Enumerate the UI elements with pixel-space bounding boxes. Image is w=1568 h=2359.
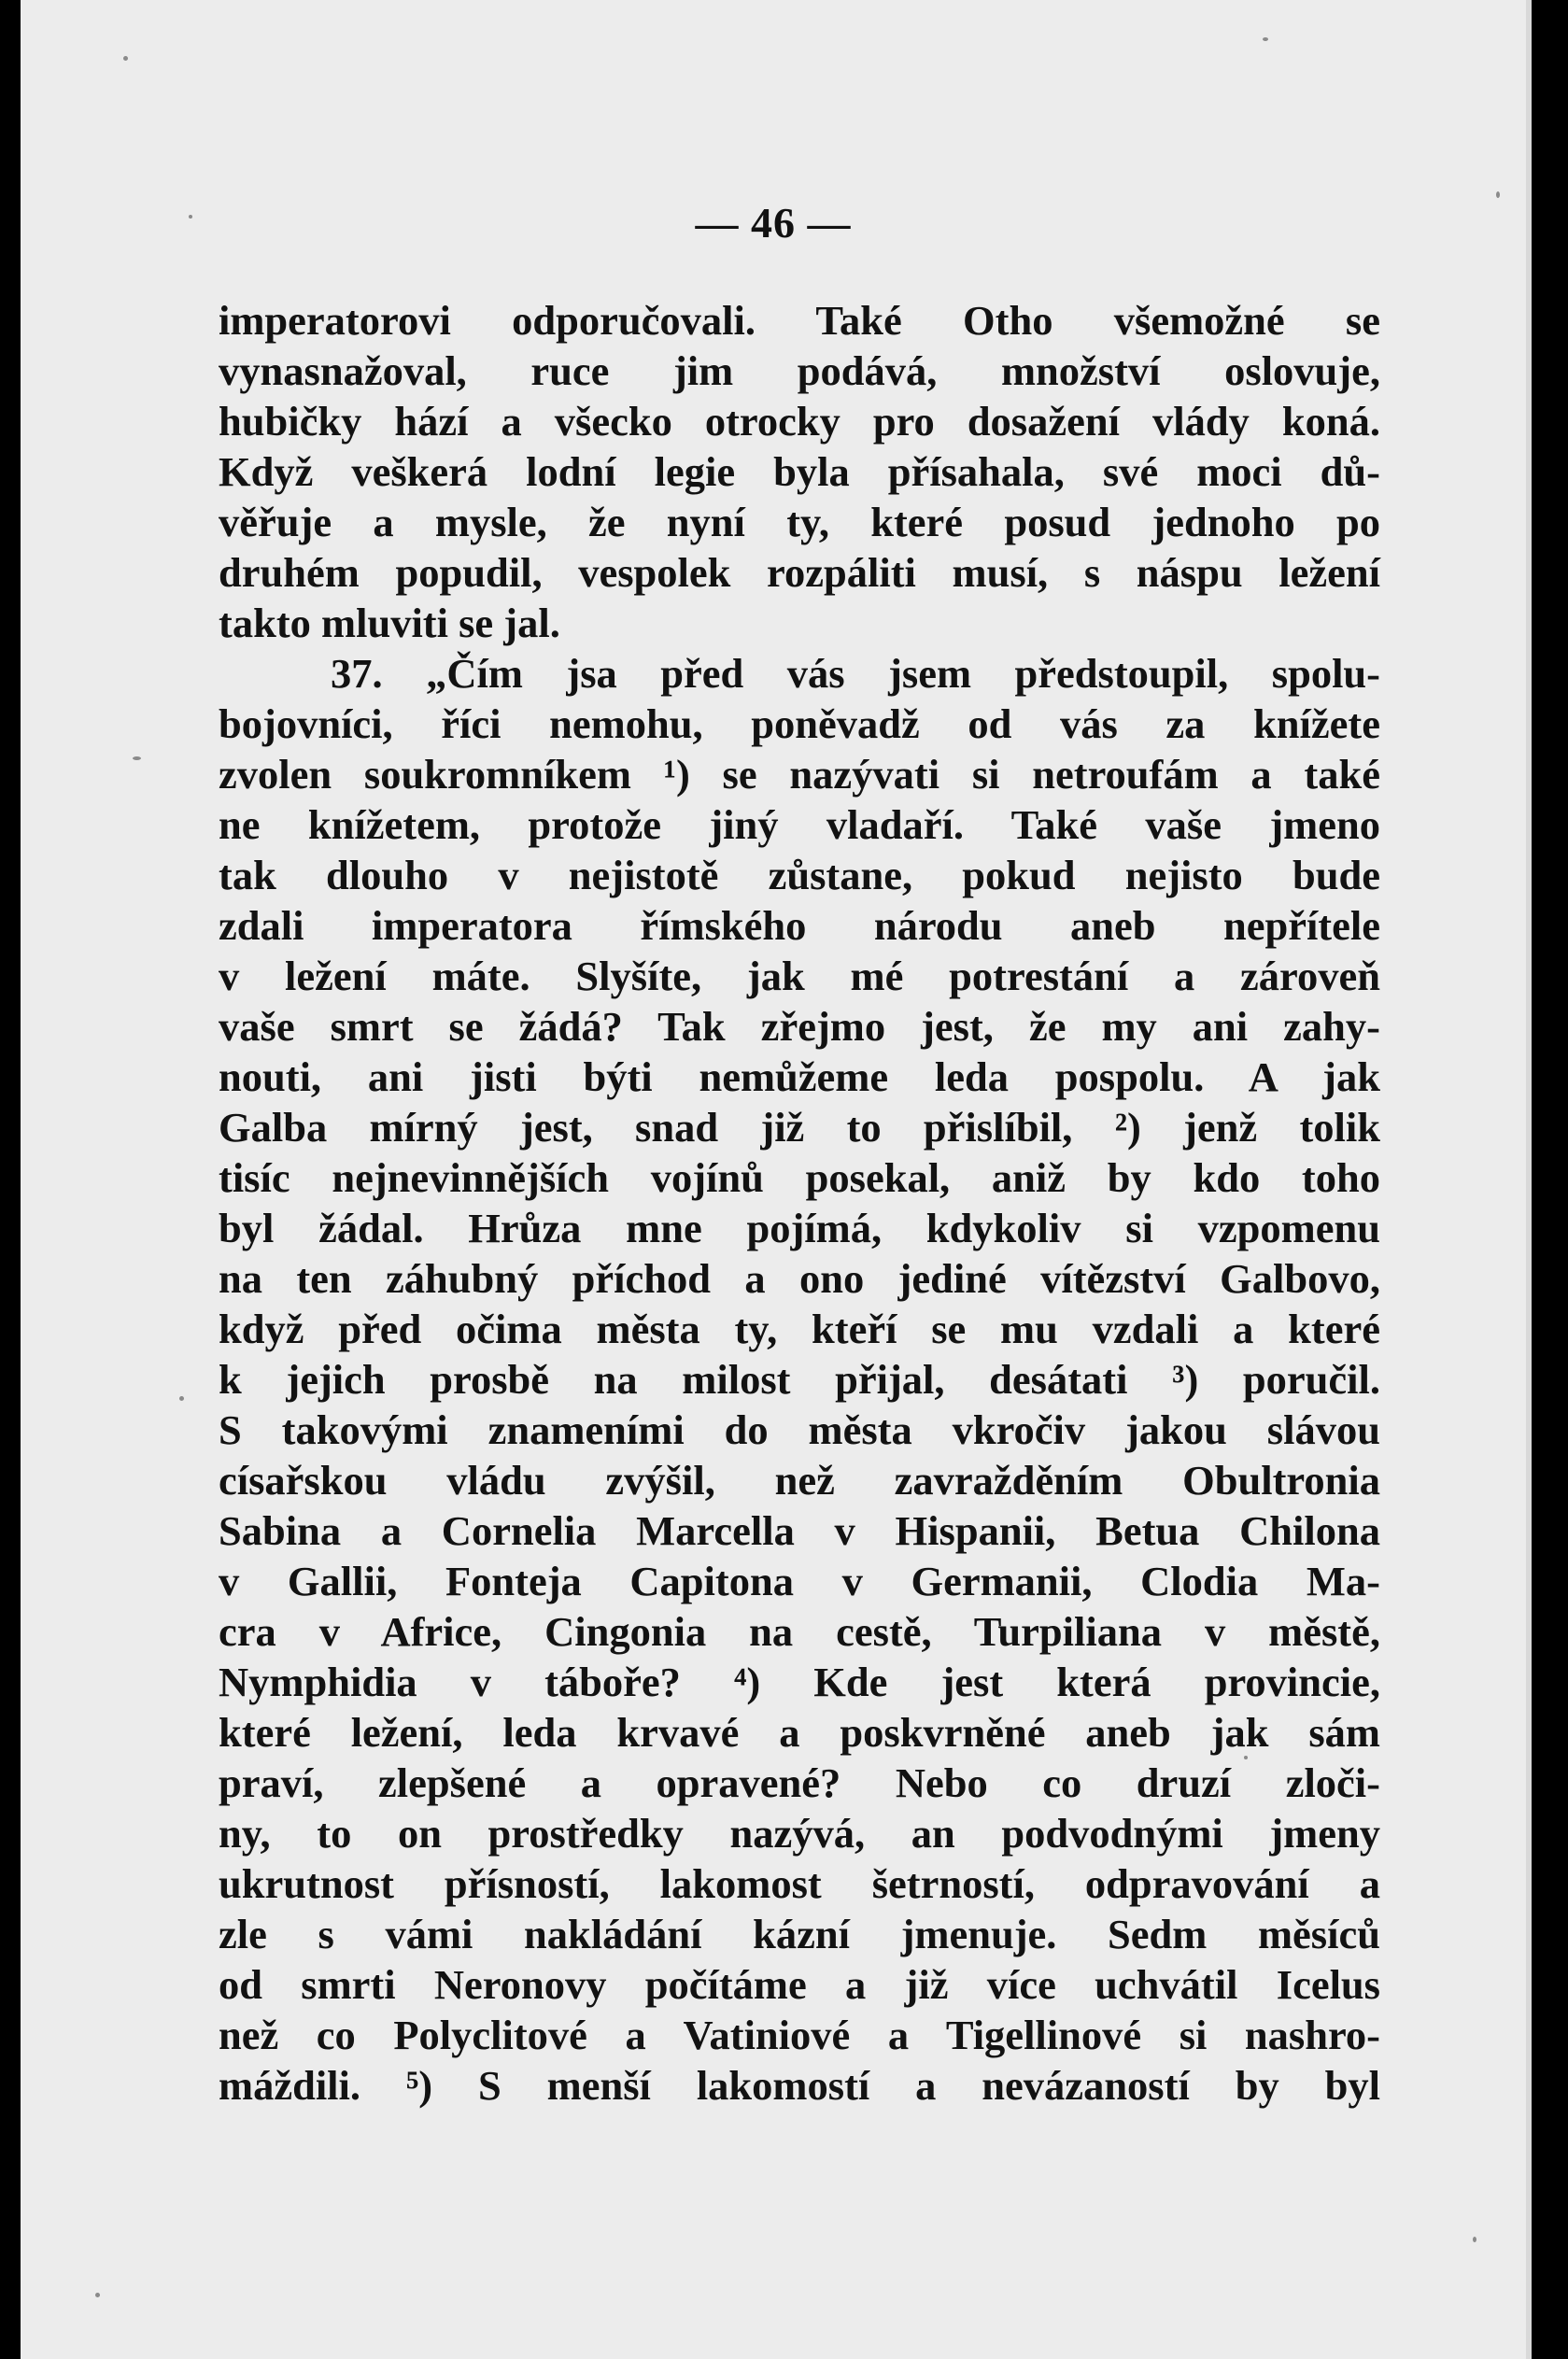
scan-speck bbox=[179, 1396, 184, 1401]
scan-speck bbox=[123, 56, 128, 61]
text-line: imperatorovi odporučovali. Také Otho všemožné se bbox=[219, 297, 1380, 344]
text-line: když před očima města ty, kteří se mu vzdali a které bbox=[219, 1306, 1380, 1352]
text-line: byl žádal. Hrůza mne pojímá, kdykoliv si vzpomenu bbox=[219, 1205, 1380, 1251]
text-line: zle s vámi nakládání kázní jmenuje. Sedm měsíců bbox=[219, 1911, 1380, 1957]
text-line: cra v Africe, Cingonia na cestě, Turpiliana v městě, bbox=[219, 1608, 1380, 1655]
text-line: věřuje a mysle, že nyní ty, které posud jednoho po bbox=[219, 499, 1380, 545]
text-line: než co Polyclitové a Vatiniové a Tigellinové si nashro- bbox=[219, 2012, 1380, 2058]
text-line: k jejich prosbě na milost přijal, desátati ³) poručil. bbox=[219, 1356, 1380, 1403]
text-line: Když veškerá lodní legie byla přísahala, své moci dů- bbox=[219, 448, 1380, 495]
text-line: Sabina a Cornelia Marcella v Hispanii, Betua Chilona bbox=[219, 1507, 1380, 1554]
text-line: vynasnažoval, ruce jim podává, množství oslovuje, bbox=[219, 347, 1380, 394]
text-line: S takovými znameními do města vkročiv jakou slávou bbox=[219, 1406, 1380, 1453]
text-line: na ten záhubný příchod a ono jediné vítězství Galbovo, bbox=[219, 1255, 1380, 1302]
text-line: zvolen soukromníkem ¹) se nazývati si netroufám a také bbox=[219, 751, 1380, 798]
text-line: ukrutnost přísností, lakomost šetrností, odpravování a bbox=[219, 1860, 1380, 1907]
text-line: hubičky hází a všecko otrocky pro dosažení vlády koná. bbox=[219, 398, 1380, 445]
text-line: císařskou vládu zvýšil, než zavražděním Obultronia bbox=[219, 1457, 1380, 1504]
text-line: od smrti Neronovy počítáme a již více uchvátil Icelus bbox=[219, 1961, 1380, 2008]
text-line: v Gallii, Fonteja Capitona v Germanii, Clodia Ma- bbox=[219, 1558, 1380, 1604]
text-line: bojovníci, říci nemohu, poněvadž od vás za knížete bbox=[219, 700, 1380, 747]
text-line: které ležení, leda krvavé a poskvrněné aneb jak sám bbox=[219, 1709, 1380, 1756]
text-line: v ležení máte. Slyšíte, jak mé potrestání a zároveň bbox=[219, 953, 1380, 999]
scan-speck bbox=[1263, 37, 1268, 41]
text-line: ne knížetem, protože jiný vladaří. Také vaše jmeno bbox=[219, 801, 1380, 848]
text-line: nouti, ani jisti býti nemůžeme leda pospolu. A jak bbox=[219, 1053, 1380, 1100]
scan-speck bbox=[189, 215, 192, 219]
body-text bbox=[219, 295, 1380, 2111]
text-line: Galba mírný jest, snad již to přislíbil, ²) jenž tolik bbox=[219, 1104, 1380, 1151]
text-line: máždili. ⁵) S menší lakomostí a nevázaností by byl bbox=[219, 2062, 1380, 2109]
book-page bbox=[21, 0, 1532, 2359]
text-line: praví, zlepšené a opravené? Nebo co druzí zloči- bbox=[219, 1759, 1380, 1806]
scan-speck bbox=[1244, 1756, 1248, 1759]
scan-speck bbox=[1473, 2237, 1476, 2242]
text-line: druhém popudil, vespolek rozpáliti musí, s náspu ležení bbox=[219, 549, 1380, 596]
text-line: vaše smrt se žádá? Tak zřejmo jest, že my ani zahy- bbox=[219, 1003, 1380, 1050]
text-line: tak dlouho v nejistotě zůstane, pokud nejisto bude bbox=[219, 852, 1380, 898]
scan-speck bbox=[95, 2293, 100, 2297]
text-line: takto mluviti se jal. bbox=[219, 600, 560, 646]
scan-speck bbox=[1496, 191, 1500, 198]
text-line: ny, to on prostředky nazývá, an podvodnými jmeny bbox=[219, 1810, 1380, 1857]
text-line: tisíc nejnevinnějších vojínů posekal, aniž by kdo toho bbox=[219, 1154, 1380, 1201]
text-line: zdali imperatora římského národu aneb nepřítele bbox=[219, 902, 1380, 949]
paragraph-start: 37. „Čím jsa před vás jsem předstoupil, spolu- bbox=[331, 650, 1380, 697]
scan-speck bbox=[133, 756, 141, 760]
page-number: — 46 — bbox=[695, 199, 852, 247]
text-line: Nymphidia v táboře? ⁴) Kde jest která provincie, bbox=[219, 1659, 1380, 1705]
